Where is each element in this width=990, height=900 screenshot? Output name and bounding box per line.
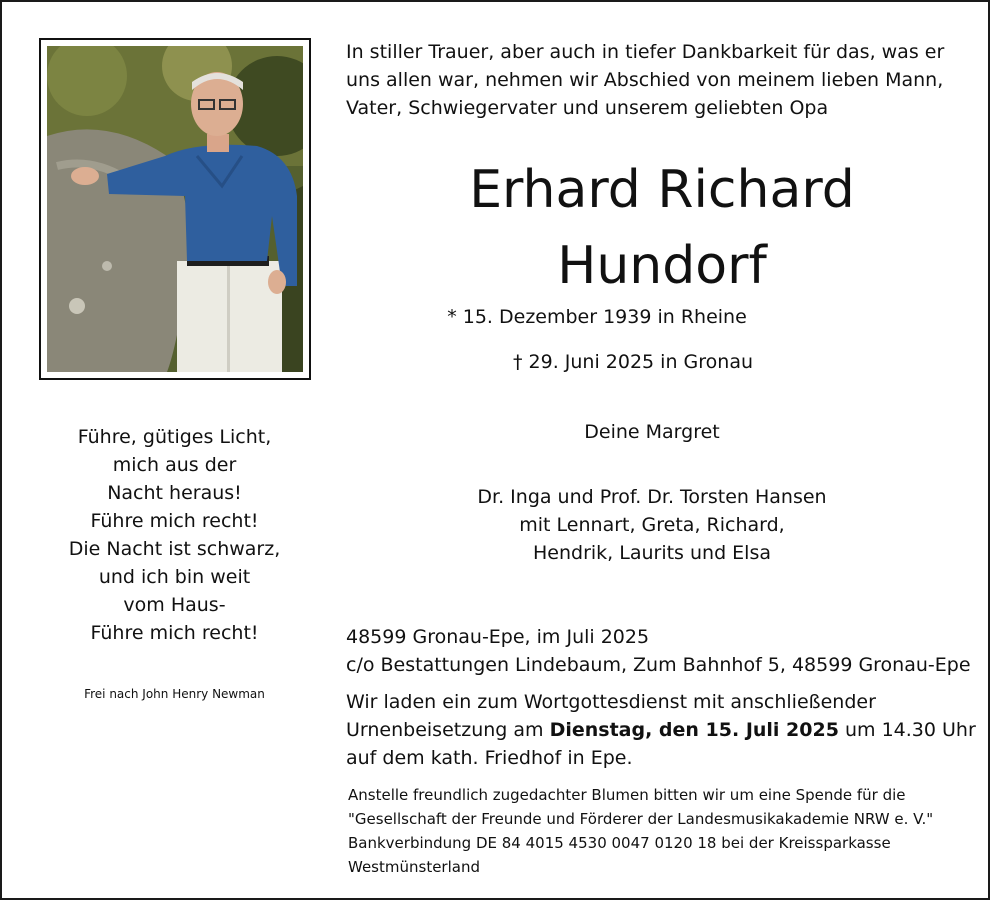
- invitation-text: Urnenbeisetzung am: [346, 719, 550, 741]
- birth-info: * 15. Dezember 1939 in Rheine: [447, 306, 747, 328]
- deceased-last-name: Hundorf: [557, 236, 767, 296]
- funeral-date: Dienstag, den 15. Juli 2025: [549, 719, 839, 741]
- poem-line: Nacht heraus!: [107, 482, 242, 504]
- deceased-name: [382, 152, 942, 304]
- portrait-illustration: [47, 46, 303, 372]
- family-signatures: [432, 483, 872, 567]
- poem-line: Führe mich recht!: [90, 510, 259, 532]
- funeral-home-address: c/o Bestattungen Lindebaum, Zum Bahnhof 5, 48599 Gronau-Epe: [346, 654, 971, 676]
- place-date: [346, 623, 976, 679]
- wife-signature: Deine Margret: [584, 421, 720, 443]
- place-date-line: 48599 Gronau-Epe, im Juli 2025: [346, 626, 650, 648]
- poem-line: und ich bin weit: [98, 566, 251, 588]
- intro-line: uns allen war, nehmen wir Abschied von meinem lieben Mann,: [346, 69, 944, 91]
- intro-line: Vater, Schwiegervater und unserem geliebten Opa: [346, 97, 829, 119]
- intro-line: In stiller Trauer, aber auch in tiefer Dankbarkeit für das, was er: [346, 41, 945, 63]
- deceased-first-names: Erhard Richard: [469, 160, 855, 220]
- poem-credit: Frei nach John Henry Newman: [84, 687, 265, 701]
- donation-line: Westmünsterland: [348, 858, 480, 876]
- funeral-invitation: [346, 688, 976, 772]
- donation-notice: [348, 783, 978, 879]
- donation-line: Anstelle freundlich zugedachter Blumen bitten wir um eine Spende für die: [348, 786, 906, 804]
- poem-line: Führe, gütiges Licht,: [77, 426, 272, 448]
- poem: [42, 423, 307, 647]
- invitation-line: auf dem kath. Friedhof in Epe.: [346, 747, 633, 769]
- invitation-line: Wir laden ein zum Wortgottesdienst mit anschließender: [346, 691, 876, 713]
- portrait-photo: [47, 46, 303, 372]
- poem-line: Führe mich recht!: [90, 622, 259, 644]
- invitation-line: [346, 716, 976, 744]
- funeral-time: um 14.30 Uhr: [838, 719, 976, 741]
- poem-line: vom Haus-: [123, 594, 226, 616]
- bank-details: Bankverbindung DE 84 4015 4530 0047 0120 18 bei der Kreissparkasse: [348, 834, 891, 852]
- poem-line: Die Nacht ist schwarz,: [68, 538, 281, 560]
- death-info: † 29. Juni 2025 in Gronau: [512, 351, 754, 373]
- family-line: mit Lennart, Greta, Richard,: [519, 514, 785, 536]
- donation-line: "Gesellschaft der Freunde und Förderer der Landesmusikakademie NRW e. V.": [348, 810, 934, 828]
- poem-line: mich aus der: [112, 454, 237, 476]
- family-line: Hendrik, Laurits und Elsa: [532, 542, 771, 564]
- intro-text: [346, 38, 966, 122]
- portrait-frame: [39, 38, 311, 380]
- family-line: Dr. Inga und Prof. Dr. Torsten Hansen: [477, 486, 827, 508]
